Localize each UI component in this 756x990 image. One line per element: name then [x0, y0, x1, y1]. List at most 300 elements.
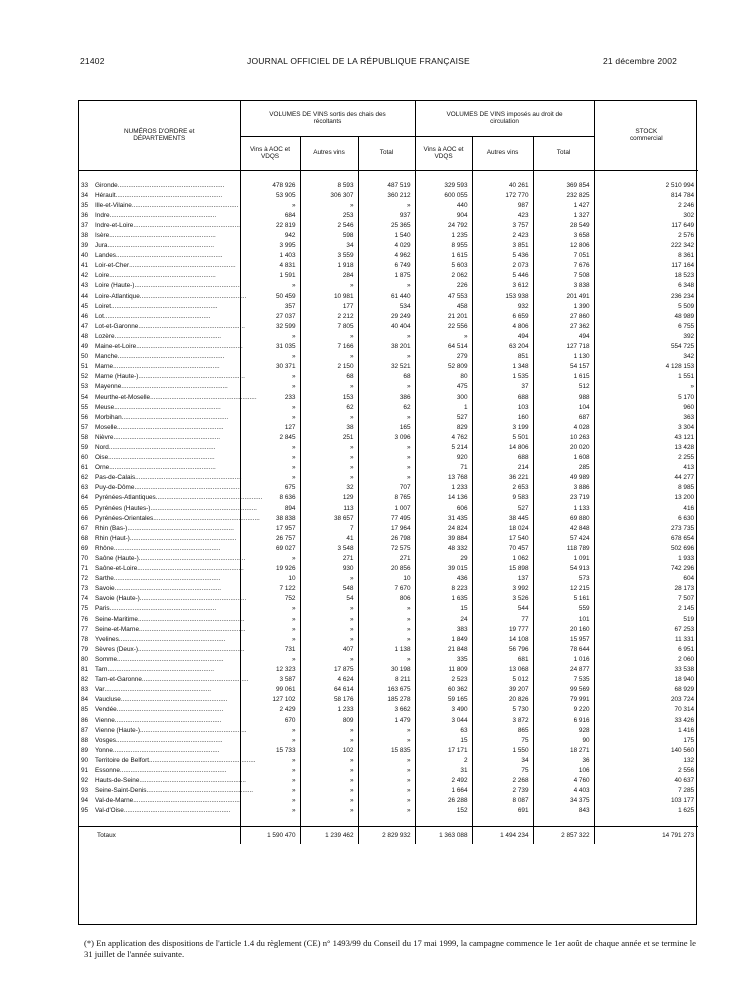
value-cell: 54 913	[533, 564, 594, 574]
value-cell: 12 215	[533, 584, 594, 594]
department-name: Territoire de Belfort	[95, 756, 149, 764]
value-cell: 17 957	[240, 524, 300, 534]
department-number: 46	[81, 312, 89, 320]
value-cell: 3 851	[472, 241, 533, 251]
value-cell: 185 278	[358, 695, 415, 705]
value-cell: 26 757	[240, 534, 300, 544]
department-number: 72	[81, 575, 89, 583]
department-number: 70	[81, 555, 89, 563]
value-cell: 573	[533, 574, 594, 584]
department-cell	[79, 766, 240, 776]
department-name: Seine-Maritime	[95, 615, 138, 623]
value-cell: 3 526	[472, 594, 533, 604]
value-cell: 3 096	[358, 433, 415, 443]
value-cell: 67 253	[594, 625, 698, 635]
department-name: Loire (Haute-)	[95, 282, 135, 290]
department-number: 45	[81, 302, 89, 310]
value-cell: 56 796	[472, 645, 533, 655]
table-row	[79, 615, 698, 625]
table-row	[79, 483, 698, 493]
leader-dots: ............................................................	[139, 595, 247, 603]
value-cell: 64 614	[300, 685, 358, 695]
department-name: Vendée	[95, 706, 117, 714]
value-cell: 1 849	[415, 635, 472, 645]
value-cell: 33 538	[594, 665, 698, 675]
department-number: 55	[81, 403, 89, 411]
value-cell: 160	[472, 413, 533, 423]
table-row	[79, 413, 698, 423]
value-cell: 386	[358, 392, 415, 402]
table-row	[79, 736, 698, 746]
value-cell: 1 427	[533, 201, 594, 211]
value-cell: 20 020	[533, 443, 594, 453]
value-cell: 75	[472, 766, 533, 776]
value-cell: 20 856	[358, 564, 415, 574]
value-cell: 24 824	[415, 524, 472, 534]
table-row	[79, 534, 698, 544]
table-row	[79, 776, 698, 786]
col-header-total-2: Total	[533, 136, 594, 170]
total-cell: 1 494 234	[472, 827, 533, 845]
value-cell: »	[240, 625, 300, 635]
table-row	[79, 635, 698, 645]
leader-dots: ............................................................	[153, 514, 260, 522]
department-cell	[79, 181, 240, 191]
value-cell: »	[358, 796, 415, 806]
leader-dots: ............................................................	[149, 756, 256, 764]
value-cell: 38 445	[472, 514, 533, 524]
table-row	[79, 544, 698, 554]
value-cell: 15	[415, 604, 472, 614]
table-row	[79, 806, 698, 816]
department-name: Landes	[95, 252, 116, 260]
department-number: 85	[81, 706, 89, 714]
value-cell: 4 806	[472, 322, 533, 332]
department-name: Nord	[95, 443, 109, 451]
value-cell: »	[358, 806, 415, 816]
value-cell: 3 490	[415, 705, 472, 715]
value-cell: 684	[240, 211, 300, 221]
table-row	[79, 453, 698, 463]
value-cell: 101	[533, 615, 594, 625]
department-name: Orne	[95, 464, 110, 472]
leader-dots: ............................................................	[133, 797, 240, 805]
value-cell: 7 051	[533, 251, 594, 261]
department-number: 60	[81, 454, 89, 462]
value-cell: 253	[300, 211, 358, 221]
value-cell: 251	[300, 433, 358, 443]
value-cell: 4 624	[300, 675, 358, 685]
value-cell: 335	[415, 655, 472, 665]
department-cell	[79, 645, 245, 655]
value-cell: 34	[300, 241, 358, 251]
department-cell	[79, 261, 240, 271]
value-cell: 77 495	[358, 514, 415, 524]
value-cell: 36 221	[472, 473, 533, 483]
table-row	[79, 382, 698, 392]
department-cell	[79, 221, 240, 231]
value-cell: 7 670	[358, 584, 415, 594]
department-number: 34	[81, 191, 89, 199]
value-cell: 413	[594, 463, 698, 473]
department-cell	[79, 382, 240, 392]
department-number: 42	[81, 272, 89, 280]
department-name: Indre	[95, 211, 110, 219]
department-number: 59	[81, 443, 89, 451]
value-cell: »	[358, 736, 415, 746]
value-cell: 8 593	[300, 181, 358, 191]
value-cell: 5 436	[472, 251, 533, 261]
value-cell: 1 918	[300, 261, 358, 271]
value-cell: 3 559	[300, 251, 358, 261]
value-cell: »	[300, 413, 358, 423]
value-cell: 90	[533, 736, 594, 746]
department-cell	[79, 796, 240, 806]
table-row	[79, 332, 698, 342]
value-cell: 3 304	[594, 423, 698, 433]
value-cell: 1	[415, 403, 472, 413]
value-cell: 559	[533, 604, 594, 614]
leader-dots: ............................................................	[138, 322, 245, 330]
department-cell	[79, 241, 240, 251]
spacer-cell	[300, 170, 358, 181]
department-cell	[79, 433, 240, 443]
value-cell: 2 576	[594, 231, 698, 241]
value-cell: 20 826	[472, 695, 533, 705]
value-cell: 688	[472, 392, 533, 402]
department-number: 92	[81, 777, 89, 785]
value-cell: 4 029	[358, 241, 415, 251]
leader-dots: ............................................................	[140, 726, 247, 734]
value-cell: »	[240, 554, 300, 564]
department-name: Saône (Haute-)	[95, 555, 139, 563]
value-cell: 3 044	[415, 715, 472, 725]
value-cell: 28 173	[594, 584, 698, 594]
department-number: 56	[81, 413, 89, 421]
value-cell: 22 819	[240, 221, 300, 231]
value-cell: »	[300, 463, 358, 473]
department-number: 80	[81, 655, 89, 663]
department-name: Moselle	[95, 423, 118, 431]
department-number: 87	[81, 726, 89, 734]
department-name: Yonne	[95, 746, 113, 754]
table-row	[79, 433, 698, 443]
value-cell: 13 068	[472, 665, 533, 675]
value-cell: »	[358, 413, 415, 423]
value-cell: 103 177	[594, 796, 698, 806]
value-cell: 129	[300, 493, 358, 503]
value-cell: 383	[415, 625, 472, 635]
leader-dots: ............................................................	[116, 706, 224, 714]
department-name: Savoie (Haute-)	[95, 595, 140, 603]
value-cell: 1 091	[533, 554, 594, 564]
value-cell: 31 435	[415, 514, 472, 524]
value-cell: 3 886	[533, 483, 594, 493]
value-cell: »	[240, 736, 300, 746]
leader-dots: ............................................................	[115, 736, 223, 744]
table-row	[79, 564, 698, 574]
leader-dots: ............................................................	[114, 332, 222, 340]
value-cell: »	[240, 352, 300, 362]
value-cell: 69 880	[533, 514, 594, 524]
leader-dots: ............................................................	[127, 524, 234, 532]
value-cell: 18 523	[594, 271, 698, 281]
department-name: Pas-de-Calais	[95, 474, 136, 482]
leader-dots: ............................................................	[135, 474, 242, 482]
department-name: Rhône	[95, 544, 114, 552]
table-row	[79, 705, 698, 715]
value-cell: 7 535	[533, 675, 594, 685]
department-number: 66	[81, 514, 89, 522]
value-cell: 806	[358, 594, 415, 604]
value-cell: 127	[240, 423, 300, 433]
department-number: 38	[81, 232, 89, 240]
total-cell: 2 857 322	[533, 827, 594, 845]
value-cell: 8 361	[594, 251, 698, 261]
leader-dots: ............................................................	[139, 625, 246, 633]
value-cell: »	[240, 786, 300, 796]
department-cell	[79, 715, 240, 725]
value-cell: 8 765	[358, 493, 415, 503]
department-number: 67	[81, 524, 89, 532]
department-name: Lozère	[95, 332, 115, 340]
value-cell: 39 207	[472, 685, 533, 695]
department-number: 88	[81, 736, 89, 744]
value-cell: 369 854	[533, 181, 594, 191]
spacer-cell	[533, 170, 594, 181]
department-name: Vosges	[95, 736, 116, 744]
department-name: Saône-et-Loire	[95, 565, 138, 573]
leader-dots: ............................................................	[150, 504, 257, 512]
department-name: Somme	[95, 655, 118, 663]
department-number: 50	[81, 353, 89, 361]
value-cell: 15 898	[472, 564, 533, 574]
value-cell: 2 060	[594, 655, 698, 665]
value-cell: 478 926	[240, 181, 300, 191]
value-cell: 8 955	[415, 241, 472, 251]
department-cell	[79, 504, 257, 514]
department-number: 84	[81, 696, 89, 704]
table-row	[79, 574, 698, 584]
department-cell	[79, 281, 240, 291]
department-cell	[79, 271, 240, 281]
value-cell: 932	[472, 302, 533, 312]
department-cell	[79, 665, 240, 675]
value-cell: »	[240, 766, 300, 776]
value-cell: 904	[415, 211, 472, 221]
value-cell: 3 658	[533, 231, 594, 241]
department-name: Ille-et-Vilaine	[95, 201, 132, 209]
value-cell: 475	[415, 382, 472, 392]
department-name: Pyrénées (Hautes-)	[95, 504, 151, 512]
value-cell: 1 007	[358, 504, 415, 514]
value-cell: 6 348	[594, 281, 698, 291]
value-cell: »	[358, 776, 415, 786]
value-cell: 1 615	[415, 251, 472, 261]
table-row	[79, 715, 698, 725]
value-cell: 1 348	[472, 362, 533, 372]
issue-date: 21 décembre 2002	[603, 56, 678, 66]
leader-dots: ............................................................	[117, 353, 225, 361]
value-cell: 5 012	[472, 675, 533, 685]
department-number: 83	[81, 686, 89, 694]
value-cell: 279	[415, 352, 472, 362]
department-number: 86	[81, 716, 89, 724]
value-cell: »	[358, 382, 415, 392]
value-cell: »	[300, 443, 358, 453]
col-header-stock: STOCK commercial	[594, 101, 698, 170]
department-name: Tarn-et-Garonne	[95, 676, 142, 684]
value-cell: 487 519	[358, 181, 415, 191]
department-number: 57	[81, 423, 89, 431]
totals-label: Totaux	[79, 827, 240, 845]
col-header-aoc-1: Vins à AOC et VDQS	[240, 136, 300, 170]
value-cell: 30 371	[240, 362, 300, 372]
value-cell: 681	[472, 655, 533, 665]
department-number: 41	[81, 262, 89, 270]
value-cell: 68	[358, 372, 415, 382]
value-cell: »	[358, 756, 415, 766]
department-number: 79	[81, 645, 89, 653]
department-name: Maine-et-Loire	[95, 343, 137, 351]
department-name: Nièvre	[95, 433, 114, 441]
value-cell: 77	[472, 615, 533, 625]
footnote: (*) En application des dispositions de l'article 1.4 du règlement (CE) n° 1493/99 du Conseil du 17 mai 1999, la campagne commence le 1er août de chaque année et se termine le 31 juillet de l'année suivante.	[84, 938, 696, 959]
value-cell: »	[415, 332, 472, 342]
value-cell: 10	[240, 574, 300, 584]
leader-dots: ............................................................	[108, 443, 216, 451]
department-cell	[79, 685, 240, 695]
value-cell: »	[358, 453, 415, 463]
value-cell: 172 770	[472, 191, 533, 201]
department-name: Manche	[95, 353, 118, 361]
value-cell: 232 825	[533, 191, 594, 201]
spacer-cell	[79, 170, 240, 181]
leader-dots: ............................................................	[129, 262, 236, 270]
value-cell: 1 664	[415, 786, 472, 796]
value-cell: 29 249	[358, 312, 415, 322]
value-cell: 502 696	[594, 544, 698, 554]
value-cell: 1 550	[472, 746, 533, 756]
value-cell: 30 198	[358, 665, 415, 675]
value-cell: 407	[300, 645, 358, 655]
value-cell: 1 615	[533, 372, 594, 382]
table-row	[79, 312, 698, 322]
department-number: 94	[81, 797, 89, 805]
department-name: Val-d'Oise	[95, 807, 124, 815]
value-cell: »	[358, 332, 415, 342]
leader-dots: ............................................................	[137, 615, 245, 623]
leader-dots: ............................................................	[133, 221, 240, 229]
table-row	[79, 665, 698, 675]
value-cell: 32 521	[358, 362, 415, 372]
value-cell: 1 635	[415, 594, 472, 604]
value-cell: 4 128 153	[594, 362, 698, 372]
value-cell: 273 735	[594, 524, 698, 534]
value-cell: 68 929	[594, 685, 698, 695]
leader-dots: ............................................................	[117, 655, 224, 663]
value-cell: »	[300, 615, 358, 625]
value-cell: 39 884	[415, 534, 472, 544]
department-number: 35	[81, 201, 89, 209]
department-name: Indre-et-Loire	[95, 221, 134, 229]
value-cell: 1 540	[358, 231, 415, 241]
value-cell: »	[358, 604, 415, 614]
value-cell: 12 323	[240, 665, 300, 675]
value-cell: 988	[533, 392, 594, 402]
value-cell: 203 724	[594, 695, 698, 705]
value-cell: 1 138	[358, 645, 415, 655]
value-cell: 285	[533, 463, 594, 473]
value-cell: »	[594, 382, 698, 392]
table-row	[79, 604, 698, 614]
value-cell: 24	[415, 615, 472, 625]
value-cell: 117 164	[594, 261, 698, 271]
total-cell: 1 590 470	[240, 827, 300, 845]
value-cell: 494	[472, 332, 533, 342]
table-row	[79, 423, 698, 433]
value-cell: 153 938	[472, 292, 533, 302]
table-row	[79, 221, 698, 231]
department-number: 48	[81, 332, 89, 340]
value-cell: 17 540	[472, 534, 533, 544]
spacer-cell	[594, 170, 698, 181]
value-cell: »	[358, 635, 415, 645]
leader-dots: ............................................................	[115, 191, 223, 199]
value-cell: 8 223	[415, 584, 472, 594]
value-cell: 2 255	[594, 453, 698, 463]
department-cell	[79, 726, 247, 736]
department-cell	[79, 655, 240, 665]
spacer-cell	[240, 170, 300, 181]
value-cell: 44 277	[594, 473, 698, 483]
department-name: Hérault	[95, 191, 116, 199]
value-cell: »	[240, 281, 300, 291]
department-name: Hauts-de-Seine	[95, 777, 140, 785]
department-cell	[79, 493, 263, 503]
value-cell: 78 644	[533, 645, 594, 655]
value-cell: 60 362	[415, 685, 472, 695]
table-row	[79, 493, 698, 503]
value-cell: 8 985	[594, 483, 698, 493]
value-cell: 960	[594, 403, 698, 413]
department-number: 82	[81, 676, 89, 684]
department-cell	[79, 302, 240, 312]
value-cell: 2 556	[594, 766, 698, 776]
value-cell: »	[358, 786, 415, 796]
value-cell: 752	[240, 594, 300, 604]
value-cell: 26 288	[415, 796, 472, 806]
department-cell	[79, 695, 240, 705]
department-number: 76	[81, 615, 89, 623]
value-cell: 21 848	[415, 645, 472, 655]
value-cell: 2 429	[240, 705, 300, 715]
department-name: Mayenne	[95, 383, 122, 391]
value-cell: 75	[472, 736, 533, 746]
spacer-cell	[594, 816, 698, 827]
value-cell: 2 150	[300, 362, 358, 372]
department-name: Essonne	[95, 766, 120, 774]
value-cell: 113	[300, 504, 358, 514]
leader-dots: ............................................................	[109, 464, 216, 472]
leader-dots: ............................................................	[118, 635, 226, 643]
value-cell: 11 331	[594, 635, 698, 645]
value-cell: 843	[533, 806, 594, 816]
department-number: 37	[81, 221, 89, 229]
department-cell	[79, 201, 240, 211]
value-cell: 15	[415, 736, 472, 746]
value-cell: »	[358, 443, 415, 453]
